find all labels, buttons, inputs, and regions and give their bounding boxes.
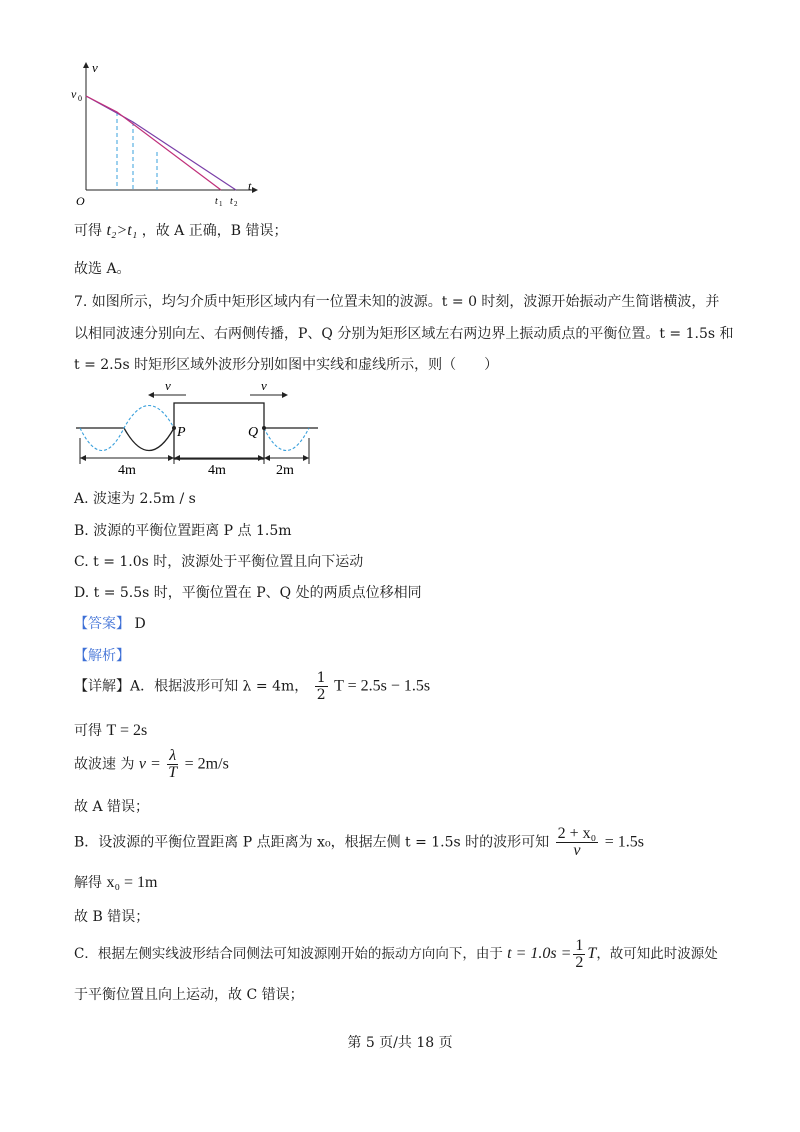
detail-a-frac: [315, 670, 328, 703]
analysis-tag: 【解析】: [74, 648, 130, 664]
vt-t1-sub: 1: [219, 200, 223, 208]
wave-dashed-right: [264, 428, 309, 451]
detail-b-frac: [556, 826, 599, 859]
detail-period: T = 2s: [106, 722, 148, 739]
wave-dim-arrow-2: [168, 455, 174, 461]
detail-b-text: B．设波源的平衡位置距离 P 点距离为 x₀，根据左侧 t = 1.5s 时的波形可知: [74, 834, 550, 851]
wave-dim-arrow-5: [264, 455, 270, 461]
option-a: A. 波速为 2.5m / s: [74, 491, 196, 507]
detail-speed-prefix: 故波速 为: [74, 756, 135, 773]
vt-y-label: v: [92, 60, 98, 75]
detail-speed-val: = 2m/s: [184, 755, 229, 773]
detail-speed-den: T: [168, 764, 178, 781]
wave-dim-arrow-1: [80, 455, 86, 461]
wave-dim-left: 4m: [118, 463, 136, 478]
prev-conclusion-suffix: ，故 A 正确，B 错误；: [141, 223, 288, 239]
detail-b-val: = 1.5s: [604, 833, 644, 851]
wave-dim-arrow-3: [174, 455, 180, 461]
vt-origin: O: [76, 194, 85, 208]
detail-a-frac-den: 2: [316, 687, 326, 703]
detail-a-rest: T = 2.5s − 1.5s: [334, 677, 431, 695]
detail-c-tail: ，故可知此时波源处: [596, 946, 718, 962]
answer: [74, 613, 146, 633]
q7-line-1: 7. 如图所示，均匀介质中矩形区域内有一位置未知的波源。t = 0 时刻，波源开始振动产生简谐横波，并: [74, 294, 720, 310]
vt-v0-sub: 0: [78, 94, 82, 103]
option-c: C. t = 1.0s 时，波源处于平衡位置且向下运动: [74, 554, 364, 570]
detail-speed-num: λ: [169, 747, 177, 764]
wave-v-right-label: v: [261, 378, 267, 393]
prev-conclusion: [74, 220, 287, 240]
detail-b: [74, 826, 644, 859]
wave-v-right-head: [282, 392, 288, 398]
prev-choice: 故选 A。: [74, 261, 131, 277]
detail-period: [74, 720, 147, 740]
vt-t2-sub: 2: [234, 200, 238, 208]
wave-dim-right: 2m: [276, 463, 294, 478]
detail-tag: 【详解】: [74, 678, 130, 695]
detail-b-num: 2 + x₀: [557, 825, 597, 842]
detail-speed: [74, 748, 229, 781]
wave-solid-left: [124, 428, 174, 451]
wave-v-left-head: [148, 392, 154, 398]
wave-q-label: Q: [248, 425, 259, 440]
q7-line-3: t = 2.5s 时矩形区域外波形分别如图中实线和虚线所示，则（ ）: [74, 357, 499, 373]
answer-value: D: [134, 616, 146, 632]
prev-conclusion-prefix: 可得: [74, 223, 102, 239]
wave-dim-mid: 4m: [208, 463, 226, 478]
detail-a-wrong: 故 A 错误；: [74, 799, 150, 815]
option-b: B. 波源的平衡位置距离 P 点 1.5m: [74, 523, 292, 539]
prev-conclusion-math: t₂>t₁: [106, 222, 138, 239]
wave-figure: [70, 378, 325, 478]
detail-b-den: v: [573, 842, 581, 859]
wave-dim-arrow-4: [258, 455, 264, 461]
detail-c-frac: [573, 938, 585, 971]
detail-solve: [74, 872, 158, 892]
wave-p-label: P: [177, 425, 186, 440]
vt-t1-label: t: [215, 196, 218, 207]
detail-a-frac-num: 1: [316, 670, 326, 686]
detail-c-num: 1: [575, 937, 584, 954]
detail-a: [74, 670, 430, 703]
vt-x-label: t: [248, 179, 252, 193]
detail-c-t: T: [587, 945, 597, 962]
vt-v0-label: v: [71, 87, 77, 101]
answer-tag: 【答案】: [74, 616, 130, 632]
wave-point-p: [172, 426, 176, 430]
detail-c-text: C．根据左侧实线波形结合同侧法可知波源刚开始的振动方向向下，由于: [74, 946, 503, 962]
detail-solve: x₀ = 1m: [106, 874, 158, 891]
vt-t2-label: t: [230, 196, 233, 207]
vt-line-violet: [86, 96, 236, 190]
detail-c-line-2: 于平衡位置且向上运动，故 C 错误；: [74, 987, 304, 1003]
detail-speed-v: v =: [138, 755, 161, 773]
detail-c-math: t = 1.0s =: [507, 945, 572, 962]
wave-dim-arrow-6: [303, 455, 309, 461]
detail-speed-frac: [167, 748, 178, 781]
detail-b-wrong: 故 B 错误；: [74, 909, 150, 925]
q7-line-2: 以相同波速分别向左、右两侧传播，P、Q 分别为矩形区域左右两边界上振动质点的平衡位置。t = 1.5s 和: [74, 326, 734, 342]
detail-period-prefix: 可得: [74, 723, 102, 739]
vt-line-magenta: [86, 96, 221, 190]
vt-x-arrow: [252, 187, 258, 193]
detail-solve-prefix: 解得: [74, 875, 102, 891]
page-footer: 第 5 页/共 18 页: [347, 1035, 453, 1051]
detail-c: [74, 938, 718, 971]
option-d: D. t = 5.5s 时，平衡位置在 P、Q 处的两质点位移相同: [74, 585, 422, 601]
vt-y-arrow: [83, 62, 89, 68]
vt-graph: [66, 60, 266, 210]
detail-a-text: A．根据波形可知 λ = 4m，: [130, 678, 309, 695]
detail-c-den: 2: [575, 954, 584, 971]
wave-point-q: [262, 426, 266, 430]
wave-v-left-label: v: [165, 378, 171, 393]
